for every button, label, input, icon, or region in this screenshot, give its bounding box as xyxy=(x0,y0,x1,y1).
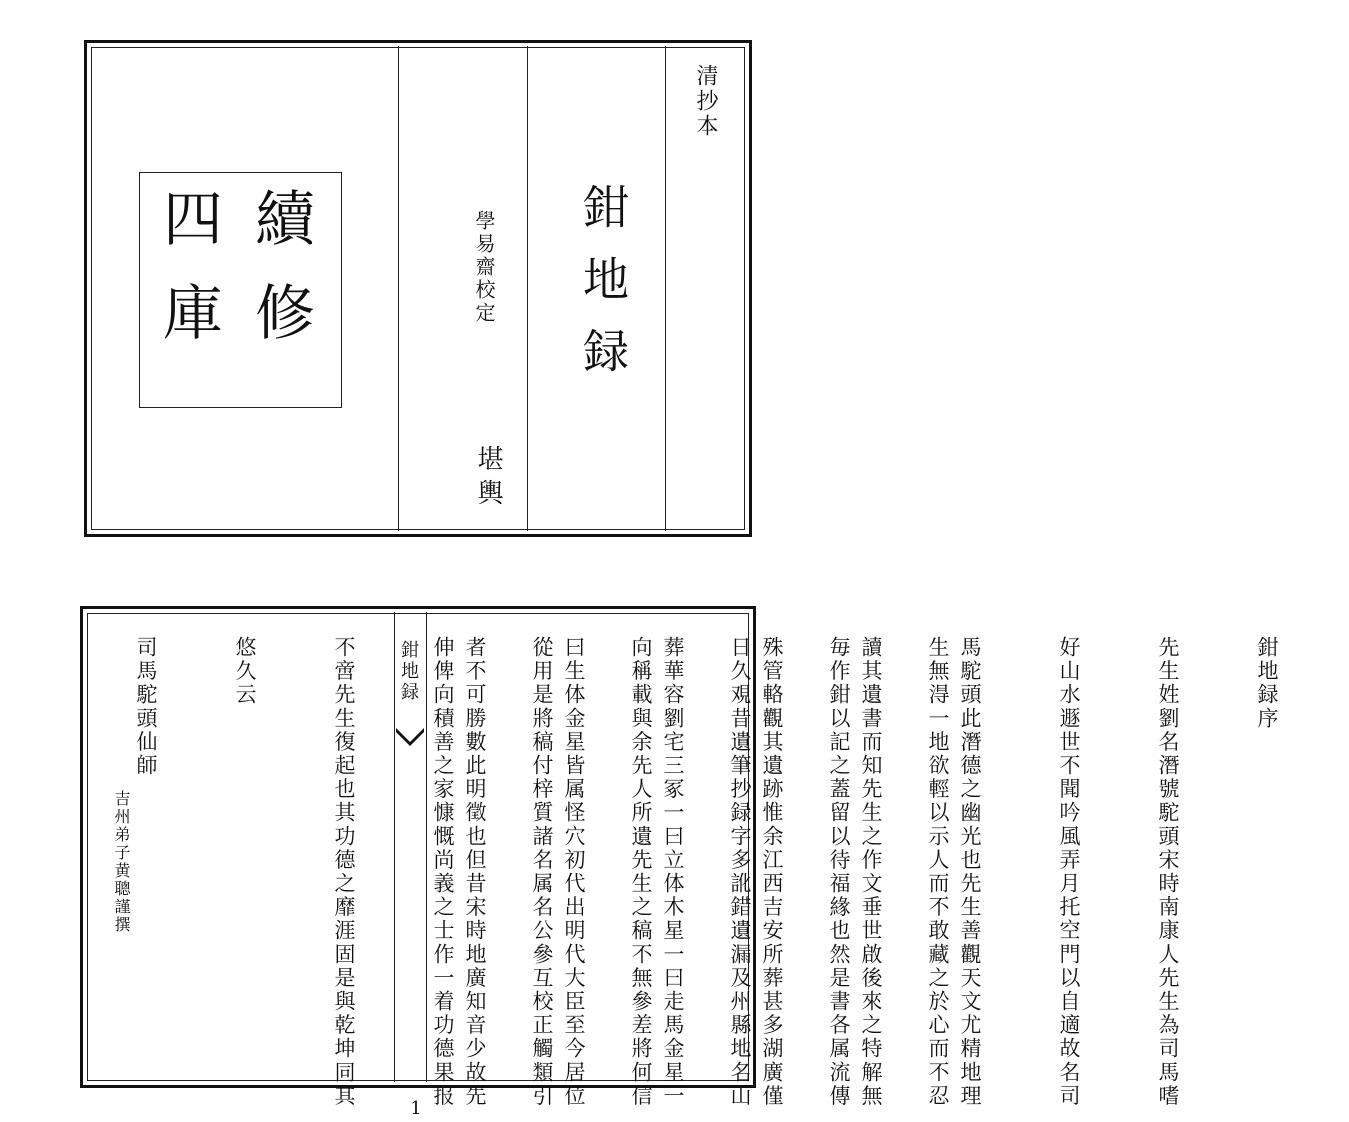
preface-column: 馬駝頭此潛德之幽光也先生善觀天文尤精地理 xyxy=(958,636,982,1108)
seal-column-left: 四庫 xyxy=(153,187,223,375)
category-label: 堪輿 xyxy=(473,445,503,513)
preface-column: 伸俾向積善之家慷慨尚義之士作一着功德果报 xyxy=(431,636,455,1108)
preface-column: 好山水遯世不聞吟風弄月托空門以自適故名司 xyxy=(1057,636,1081,1108)
preface-column: 毎作鉗以記之蓋留以待福緣也然是書各属流傳 xyxy=(827,636,851,1108)
preface-column: 曰生体金星皆属怪穴初代出明代大臣至今居位 xyxy=(562,636,586,1108)
preface-column: 鉗地録序 xyxy=(1255,636,1279,731)
cover-divider-2 xyxy=(527,46,528,531)
preface-column: 日久覌昔遺筆抄録字多訛錯遺漏及州縣地名山 xyxy=(728,636,752,1108)
preface-column: 悠久云 xyxy=(233,636,257,707)
page-number: 1 xyxy=(410,1098,422,1119)
cover-divider-3 xyxy=(665,46,666,531)
preface-column: 從用是將稿付梓質諸名属名公參互校正觸類引 xyxy=(530,636,554,1108)
preface-column: 者不可勝數此明徵也但昔宋時地廣知音少故先 xyxy=(463,636,487,1108)
preface-column: 殊管輅觀其遺跡惟余江西吉安所葬甚多湖廣僅 xyxy=(760,636,784,1108)
author-signature: 吉州弟子黄聰謹撰 xyxy=(112,790,131,934)
preface-column: 向稱載與余先人所遺先生之稿不無參差將何信 xyxy=(629,636,653,1108)
preface-column: 司馬駝頭仙師 xyxy=(134,636,158,778)
collection-seal xyxy=(139,172,342,408)
preface-column: 先生姓劉名潛號駝頭宋時南康人先生為司馬嗜 xyxy=(1156,636,1180,1108)
preface-column: 葬華容劉宅三冢一曰立体木星一曰走馬金星一 xyxy=(661,636,685,1108)
preface-column: 不啻先生復起也其功德之靡涯固是與乾坤同其 xyxy=(332,636,356,1108)
book-title: 鉗地録 xyxy=(576,183,630,399)
cover-divider-1 xyxy=(398,46,399,531)
preface-column: 生無淂一地欲輕以示人而不敢藏之於心而不忍 xyxy=(926,636,950,1108)
edition-label: 清抄本 xyxy=(693,64,718,139)
spine-title: 鉗地録 xyxy=(398,640,419,703)
preface-left-columns xyxy=(96,636,1020,1108)
seal-column-right: 續修 xyxy=(245,187,315,375)
preface-column: 讀其遺書而知先生之作文垂世啟後來之特解無 xyxy=(859,636,883,1108)
editor-credit: 學易齋校定 xyxy=(472,210,496,325)
